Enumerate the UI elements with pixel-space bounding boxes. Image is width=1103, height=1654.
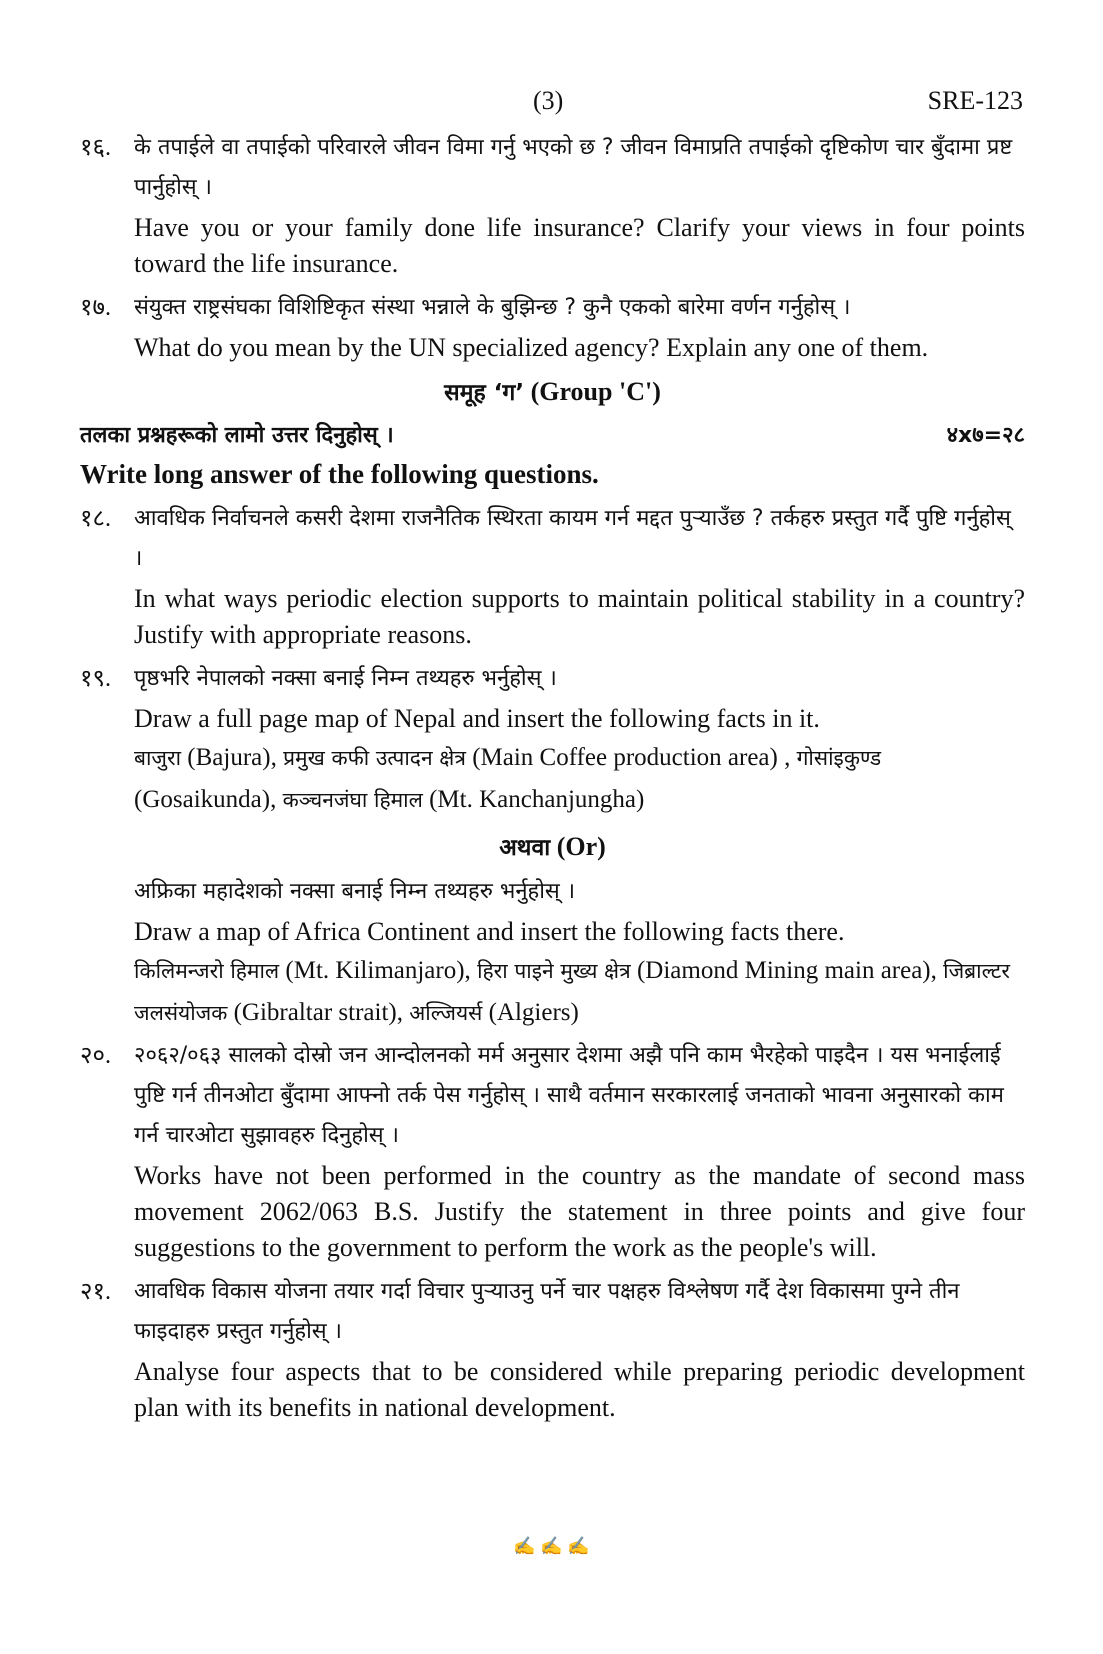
- marks-allocation: ४x७=२८: [946, 423, 1025, 448]
- map-facts-africa: [134, 950, 1025, 1034]
- question-text-english: Have you or your family done life insurance? Clarify your views in four points toward the life insurance.: [134, 213, 1025, 278]
- question-number: १६.: [80, 135, 111, 161]
- question-text-nepali: आवधिक निर्वाचनले कसरी देशमा राजनैतिक स्थिरता कायम गर्न मद्दत पुऱ्याउँछ ? तर्कहरु प्रस्तुत गर्दै पुष्टि गर्नुहोस् ।: [134, 506, 1011, 571]
- or-heading-english: (Or): [556, 832, 606, 861]
- alt-question-text-nepali: अफ्रिका महादेशको नक्सा बनाई निम्न तथ्यहरु भर्नुहोस् ।: [134, 879, 576, 904]
- fact-english: (Gosaikunda),: [134, 786, 283, 813]
- question-text-nepali: पृष्ठभरि नेपालको नक्सा बनाई निम्न तथ्यहरु भर्नुहोस् ।: [134, 666, 557, 691]
- question-19-alternative: [80, 872, 1025, 1034]
- instruction-english: Write long answer of the following questions.: [80, 459, 599, 489]
- map-facts-nepal: [134, 737, 1025, 821]
- paper-code: SRE-123: [927, 86, 1023, 115]
- fact-english: (Diamond Mining main area),: [630, 957, 944, 984]
- question-text-nepali: संयुक्त राष्ट्रसंघका विशिष्टिकृत संस्था भन्नाले के बुझिन्छ ? कुनै एकको बारेमा वर्णन गर्नुहोस् ।: [134, 295, 851, 320]
- question-18: [80, 499, 1025, 653]
- or-heading-nepali: अथवा: [499, 835, 551, 861]
- group-heading-english: (Group 'C'): [530, 377, 661, 406]
- question-text-english: Analyse four aspects that to be considered while preparing periodic development plan with its benefits in national development.: [134, 1357, 1025, 1422]
- or-heading: [80, 827, 1025, 868]
- group-heading: [80, 372, 1025, 413]
- question-number: २०.: [80, 1043, 111, 1069]
- question-text-english: What do you mean by the UN specialized agency? Explain any one of them.: [134, 333, 929, 362]
- question-text-nepali: २०६२/०६३ सालको दोस्रो जन आन्दोलनको मर्म अनुसार देशमा अझै पनि काम भैरहेको पाइदैन । यस भनाईलाई पुष्टि गर्न तीनओटा बुँदामा आफ्नो तर्क पेस गर्नुहोस् । साथै वर्तमान सरकारलाई जनताको भावना अनुसारको काम गर्न चारओटा सुझावहरु दिनुहोस् ।: [134, 1043, 1004, 1148]
- question-text-english: Works have not been performed in the country as the mandate of second mass movement 2062/063 B.S. Justify the statement in three points and give four suggestions to the government to perform the work as the people's will.: [134, 1161, 1025, 1262]
- instruction-row: [80, 417, 1025, 455]
- fact-english: (Bajura),: [181, 744, 284, 771]
- question-21: [80, 1272, 1025, 1426]
- page-header: [0, 86, 1103, 120]
- question-20: [80, 1036, 1025, 1266]
- fact-english: (Gibraltar strait),: [227, 999, 410, 1026]
- fact-nepali: किलिमन्जरो हिमाल: [134, 959, 280, 983]
- fact-nepali: बाजुरा: [134, 746, 182, 770]
- fact-nepali: गोसांइकुण्ड: [796, 746, 882, 770]
- alt-question-text-english: Draw a map of Africa Continent and insert the following facts there.: [134, 917, 845, 946]
- fact-nepali: प्रमुख कफी उत्पादन क्षेत्र: [283, 746, 466, 770]
- question-text-english: In what ways periodic election supports to maintain political stability in a country? Justify with appropriate reasons.: [134, 584, 1025, 649]
- fact-nepali: अल्जियर्स: [409, 1001, 483, 1025]
- question-number: २१.: [80, 1279, 111, 1305]
- question-text-english: Draw a full page map of Nepal and insert the following facts in it.: [134, 704, 820, 733]
- fact-english: (Mt. Kilimanjaro),: [279, 957, 478, 984]
- question-number: १७.: [80, 295, 111, 321]
- question-16: [80, 128, 1025, 282]
- end-of-page-mark: ✍ ✍ ✍: [513, 1536, 590, 1556]
- fact-nepali: हिरा पाइने मुख्य क्षेत्र: [477, 959, 631, 983]
- fact-english: (Algiers): [482, 999, 579, 1026]
- question-number: १८.: [80, 506, 111, 532]
- question-17: [80, 288, 1025, 366]
- page-number: (3): [533, 86, 564, 115]
- instruction-nepali: तलका प्रश्नहरूको लामो उत्तर दिनुहोस् ।: [80, 423, 394, 448]
- question-text-nepali: के तपाईले वा तपाईको परिवारले जीवन विमा गर्नु भएको छ ? जीवन विमाप्रति तपाईको दृष्टिकोण चार बुँदामा प्रष्ट पार्नुहोस् ।: [134, 135, 1013, 200]
- question-number: १९.: [80, 666, 111, 692]
- group-heading-nepali: समूह ‘ग’: [444, 380, 525, 406]
- fact-nepali: जिब्राल्टर जलसंयोजक: [134, 959, 1010, 1025]
- fact-english: (Main Coffee production area) ,: [465, 744, 797, 771]
- page-content: [80, 128, 1025, 1432]
- fact-english: (Mt. Kanchanjungha): [422, 786, 645, 813]
- question-text-nepali: आवधिक विकास योजना तयार गर्दा विचार पुऱ्याउनु पर्ने चार पक्षहरु विश्लेषण गर्दै देश विकासमा पुग्ने तीन फाइदाहरु प्रस्तुत गर्नुहोस् ।: [134, 1279, 960, 1344]
- fact-nepali: कञ्चनजंघा हिमाल: [282, 788, 423, 812]
- question-19: [80, 659, 1025, 821]
